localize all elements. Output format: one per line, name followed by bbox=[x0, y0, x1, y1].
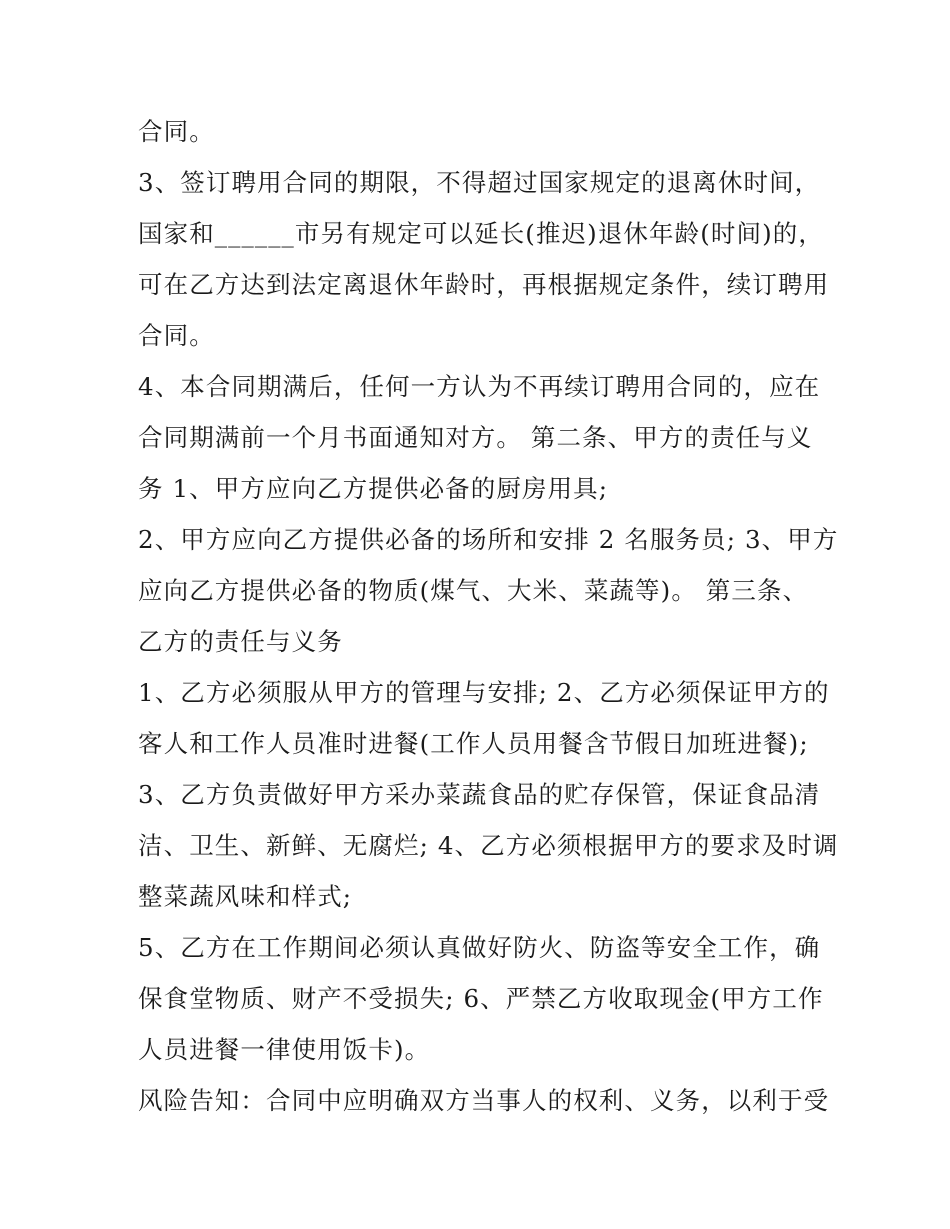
contract-text-body bbox=[138, 106, 838, 1126]
text-line: 合同。 bbox=[138, 321, 215, 350]
text-line: 乙方的责任与义务 bbox=[138, 627, 343, 656]
text-line: 客人和工作人员准时进餐(工作人员用餐含节假日加班进餐); bbox=[138, 729, 809, 758]
text-line: 风险告知：合同中应明确双方当事人的权利、义务，以利于受 bbox=[138, 1086, 830, 1115]
text-line: 务 1、甲方应向乙方提供必备的厨房用具; bbox=[138, 474, 609, 503]
text-line: 3、乙方负责做好甲方采办菜蔬食品的贮存保管，保证食品清 bbox=[138, 780, 821, 809]
text-line: 国家和______市另有规定可以延长(推迟)退休年龄(时间)的， bbox=[138, 219, 824, 248]
text-line: 1、乙方必须服从甲方的管理与安排; 2、乙方必须保证甲方的 bbox=[138, 678, 830, 707]
text-line: 保食堂物质、财产不受损失; 6、严禁乙方收取现金(甲方工作 bbox=[138, 984, 824, 1013]
text-line: 合同期满前一个月书面通知对方。 第二条、甲方的责任与义 bbox=[138, 423, 813, 452]
text-line: 合同。 bbox=[138, 117, 215, 146]
text-line: 洁、卫生、新鲜、无腐烂; 4、乙方必须根据甲方的要求及时调 bbox=[138, 831, 839, 860]
text-line: 3、签订聘用合同的期限，不得超过国家规定的退离休时间， bbox=[138, 168, 821, 197]
text-line: 人员进餐一律使用饭卡)。 bbox=[138, 1035, 431, 1064]
text-line: 4、本合同期满后，任何一方认为不再续订聘用合同的，应在 bbox=[138, 372, 821, 401]
text-line: 应向乙方提供必备的物质(煤气、大米、菜蔬等)。 第三条、 bbox=[138, 576, 809, 605]
text-line: 5、乙方在工作期间必须认真做好防火、防盗等安全工作，确 bbox=[138, 933, 821, 962]
text-line: 2、甲方应向乙方提供必备的场所和安排 2 名服务员; 3、甲方 bbox=[138, 525, 839, 554]
text-line: 整菜蔬风味和样式; bbox=[138, 882, 353, 911]
text-line: 可在乙方达到法定离退休年龄时，再根据规定条件，续订聘用 bbox=[138, 270, 830, 299]
